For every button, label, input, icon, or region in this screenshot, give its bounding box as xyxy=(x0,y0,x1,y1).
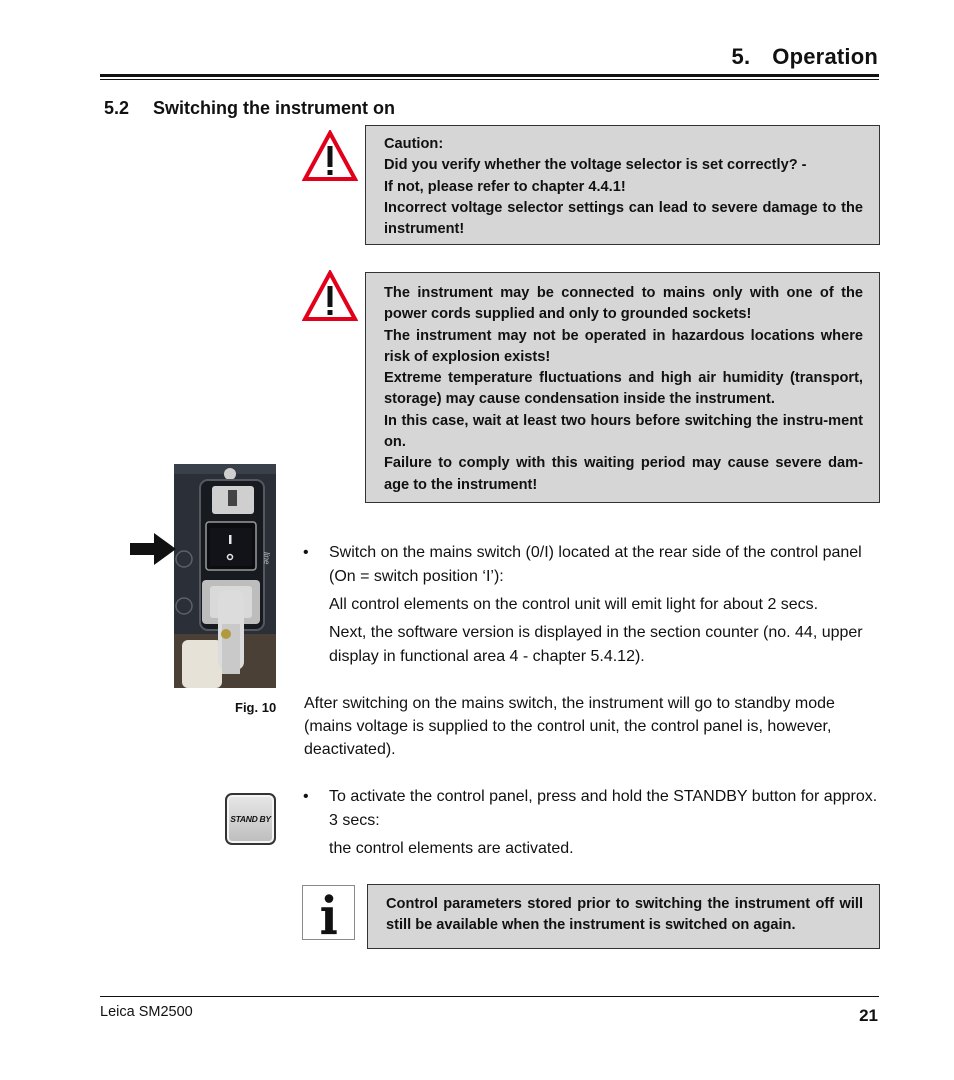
caution-line: Did you verify whether the voltage selector is set correctly? - xyxy=(384,157,807,174)
step-switch-on xyxy=(303,541,881,669)
figure-label: Fig. 10 xyxy=(235,700,277,715)
step-result: Next, the software version is displayed in the section counter (no. 44, upper display in functional area 4 - chapter 5.4.12). xyxy=(329,624,863,665)
info-icon xyxy=(302,885,355,940)
warning-line: In this case, wait at least two hours before switching the instru-ment on. xyxy=(384,412,863,451)
warning-triangle-icon xyxy=(302,130,358,182)
panel-label-line xyxy=(262,552,271,565)
footer-rule xyxy=(100,996,879,997)
footer-product: Leica SM2500 xyxy=(100,1004,193,1020)
chapter-number: 5. xyxy=(731,44,751,69)
chapter-name: Operation xyxy=(772,44,878,69)
info-text: Control parameters stored prior to switching the instrument off will still be available when the instrument is switched on again. xyxy=(386,896,863,934)
caution-line: Caution: xyxy=(384,136,444,152)
standby-paragraph: After switching on the mains switch, the instrument will go to standby mode (mains voltage is supplied to the control unit, the control panel is, however, deactivated). xyxy=(304,695,835,758)
info-box xyxy=(367,884,880,949)
caution-line: Incorrect voltage selector settings can lead to severe damage to the instrument! xyxy=(384,199,863,238)
mains-switch-photo xyxy=(174,464,276,688)
header-rule-thick xyxy=(100,74,879,77)
step-text: Switch on the mains switch (0/I) located at the rear side of the control panel (On = switch position ‘I’): xyxy=(329,544,862,585)
step-text: To activate the control panel, press and hold the STANDBY button for approx. 3 secs: xyxy=(329,788,878,829)
section-title: Switching the instrument on xyxy=(153,98,395,118)
standby-button xyxy=(225,793,276,845)
warning-box xyxy=(365,272,880,503)
caution-box xyxy=(365,125,880,245)
svg-text:line: line xyxy=(262,552,271,565)
step-result: the control elements are activated. xyxy=(329,840,574,857)
bullet-dot: • xyxy=(303,544,309,561)
warning-triangle-icon xyxy=(302,270,358,322)
page-number: 21 xyxy=(859,1006,878,1025)
section-number: 5.2 xyxy=(104,98,130,118)
section-heading xyxy=(104,98,395,119)
warning-line: The instrument may be connected to mains only with one of the power cords supplied and only to grounded sockets! xyxy=(384,285,863,323)
header-rule-thin xyxy=(100,79,879,80)
warning-line: Failure to comply with this waiting period may cause severe dam-age to the instrument! xyxy=(384,455,863,493)
step-result: All control elements on the control unit will emit light for about 2 secs. xyxy=(329,596,819,613)
step-activate-panel xyxy=(303,785,881,861)
warning-line: The instrument may not be operated in hazardous locations where risk of explosion exists! xyxy=(384,327,863,365)
chapter-title xyxy=(732,44,878,70)
caution-line: If not, please refer to chapter 4.4.1! xyxy=(384,178,626,195)
standby-button-label: STAND BY xyxy=(230,814,271,824)
arrow-right-icon xyxy=(130,533,176,565)
bullet-dot: • xyxy=(303,788,309,805)
warning-line: Extreme temperature fluctuations and high air humidity (transport, storage) may cause condensation inside the instrument. xyxy=(384,370,863,408)
